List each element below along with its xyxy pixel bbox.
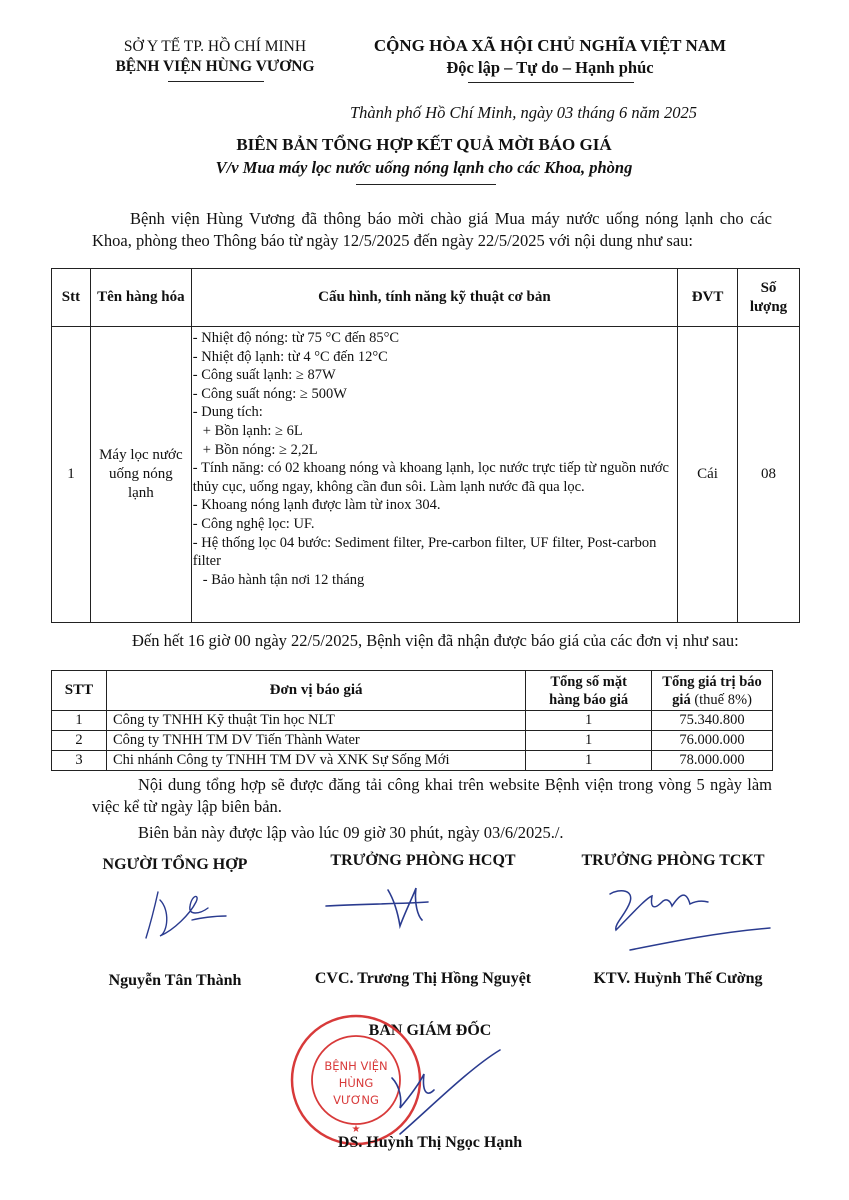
spec-line: - Công suất lạnh: ≥ 87W — [192, 367, 336, 384]
signer-3-title: TRƯỞNG PHÒNG TCKT — [581, 852, 765, 869]
spec-line: - Nhiệt độ nóng: từ 75 °C đến 85°C — [192, 330, 400, 346]
quote-row — [52, 711, 773, 731]
document-subject: V/v Mua máy lọc nước uống nóng lạnh cho các Khoa, phòng — [215, 158, 633, 177]
spec-line: - Công suất nóng: ≥ 500W — [192, 385, 347, 402]
row-quantity: 08 — [738, 327, 800, 623]
quote-total: 78.000.000 — [652, 751, 773, 771]
quote-table-header — [52, 671, 773, 711]
spec-line: - Công nghệ lọc: UF. — [192, 515, 315, 532]
received-paragraph: Đến hết 16 giờ 00 ngày 22/5/2025, Bệnh viện đã nhận được báo giá của các đơn vị như sau: — [132, 631, 739, 650]
spec-table-header — [52, 269, 800, 327]
row-stt: 1 — [52, 327, 91, 623]
director-signature-mark — [370, 1038, 510, 1138]
quote-header-total-note: (thuế 8%) — [694, 691, 752, 708]
director-title: BAN GIÁM ĐỐC — [368, 1022, 492, 1039]
signer-1-title: NGƯỜI TỔNG HỢP — [102, 856, 248, 873]
motto-underline — [468, 82, 634, 83]
spec-table-row — [52, 327, 800, 623]
org-header — [95, 37, 335, 77]
signer-1-name: Nguyễn Tân Thành — [108, 972, 242, 989]
spec-line: + Bồn nóng: ≥ 2,2L — [202, 441, 318, 458]
stamp-line-1: BỆNH VIỆN — [324, 1059, 388, 1073]
header-quantity: Số lượng — [738, 269, 800, 327]
svg-text:★: ★ — [351, 1124, 361, 1135]
quote-total: 75.340.800 — [652, 711, 773, 731]
spec-line: - Tính năng: có 02 khoang nóng và khoang lạnh, lọc nước trực tiếp từ nguồn nước thủy cục, uống ngay, không cần đun sôi. Làm lạnh nước đã qua lọc. — [192, 460, 669, 495]
intro-block — [92, 208, 772, 252]
closing-paragraph-1: Nội dung tổng hợp sẽ được đăng tải công khai trên website Bệnh viện trong vòng 5 ngày làm việc kể từ ngày lập biên bản. — [92, 775, 772, 816]
header-spec: Cấu hình, tính năng kỹ thuật cơ bản — [191, 269, 677, 327]
row-item-name: Máy lọc nước uống nóng lạnh — [90, 327, 191, 623]
signature-1-mark — [130, 880, 240, 950]
quote-header-items: Tổng số mặt hàng báo giá — [526, 671, 652, 711]
signer-2-title: TRƯỞNG PHÒNG HCQT — [330, 852, 516, 869]
document-title: BIÊN BẢN TỔNG HỢP KẾT QUẢ MỜI BÁO GIÁ — [236, 135, 612, 154]
quote-row — [52, 751, 773, 771]
signature-3-mark — [590, 880, 780, 970]
spec-line: - Dung tích: — [192, 404, 263, 421]
quote-unit: Công ty TNHH TM DV Tiến Thành Water — [106, 731, 525, 751]
quote-stt: 2 — [52, 731, 107, 751]
quote-table — [51, 670, 773, 771]
national-motto: Độc lập – Tự do – Hạnh phúc — [446, 58, 654, 77]
spec-line: + Bồn lạnh: ≥ 6L — [202, 422, 303, 439]
signer-2-name: CVC. Trương Thị Hồng Nguyệt — [314, 970, 532, 987]
closing-paragraph-2: Biên bản này được lập vào lúc 09 giờ 30 phút, ngày 03/6/2025./. — [138, 823, 564, 842]
quote-header-total-label: Tổng giá trị báo giá — [662, 673, 762, 708]
agency-name: SỞ Y TẾ TP. HỒ CHÍ MINH — [123, 38, 307, 55]
intro-paragraph: Bệnh viện Hùng Vương đã thông báo mời chào giá Mua máy nước uống nóng lạnh cho các Khoa, phòng theo Thông báo từ ngày 12/5/2025 đến ngày 22/5/2025 với nội dung như sau: — [92, 209, 772, 250]
header-stt: Stt — [52, 269, 91, 327]
quote-stt: 3 — [52, 751, 107, 771]
quote-row — [52, 731, 773, 751]
signer-3-name: KTV. Huỳnh Thế Cường — [593, 970, 763, 987]
quote-header-unit: Đơn vị báo giá — [106, 671, 525, 711]
closing-block — [92, 774, 772, 844]
spec-table — [51, 268, 800, 623]
quote-total: 76.000.000 — [652, 731, 773, 751]
quote-items: 1 — [526, 731, 652, 751]
quote-unit: Chi nhánh Công ty TNHH TM DV và XNK Sự Sống Mới — [106, 751, 525, 771]
quote-items: 1 — [526, 711, 652, 731]
header-unit: ĐVT — [678, 269, 738, 327]
quote-stt: 1 — [52, 711, 107, 731]
row-spec-cell — [191, 327, 677, 623]
country-name: CỘNG HÒA XÃ HỘI CHỦ NGHĨA VIỆT NAM — [373, 36, 727, 55]
org-underline — [168, 81, 264, 82]
quote-items: 1 — [526, 751, 652, 771]
received-block — [92, 630, 772, 652]
quote-unit: Công ty TNHH Kỹ thuật Tin học NLT — [106, 711, 525, 731]
spec-line: - Nhiệt độ lạnh: từ 4 °C đến 12°C — [192, 348, 388, 365]
director-name: DS. Huỳnh Thị Ngọc Hạnh — [337, 1134, 523, 1151]
hospital-name: BỆNH VIỆN HÙNG VƯƠNG — [115, 58, 315, 75]
signature-2-mark — [318, 880, 478, 940]
header-item-name: Tên hàng hóa — [90, 269, 191, 327]
spec-line: - Bảo hành tận nơi 12 tháng — [202, 571, 365, 588]
row-unit: Cái — [678, 327, 738, 623]
national-header — [340, 35, 760, 79]
quote-header-stt: STT — [52, 671, 107, 711]
quote-header-total — [652, 671, 773, 711]
date-line: Thành phố Hồ Chí Minh, ngày 03 tháng 6 năm 2025 — [350, 103, 697, 122]
spec-line: - Khoang nóng lạnh được làm từ inox 304. — [192, 497, 441, 514]
stamp-line-2: HÙNG VƯƠNG — [333, 1076, 379, 1107]
spec-line: - Hệ thống lọc 04 bước: Sediment filter, Pre-carbon filter, UF filter, Post-carbon filter — [192, 534, 657, 570]
subject-underline — [356, 184, 496, 185]
